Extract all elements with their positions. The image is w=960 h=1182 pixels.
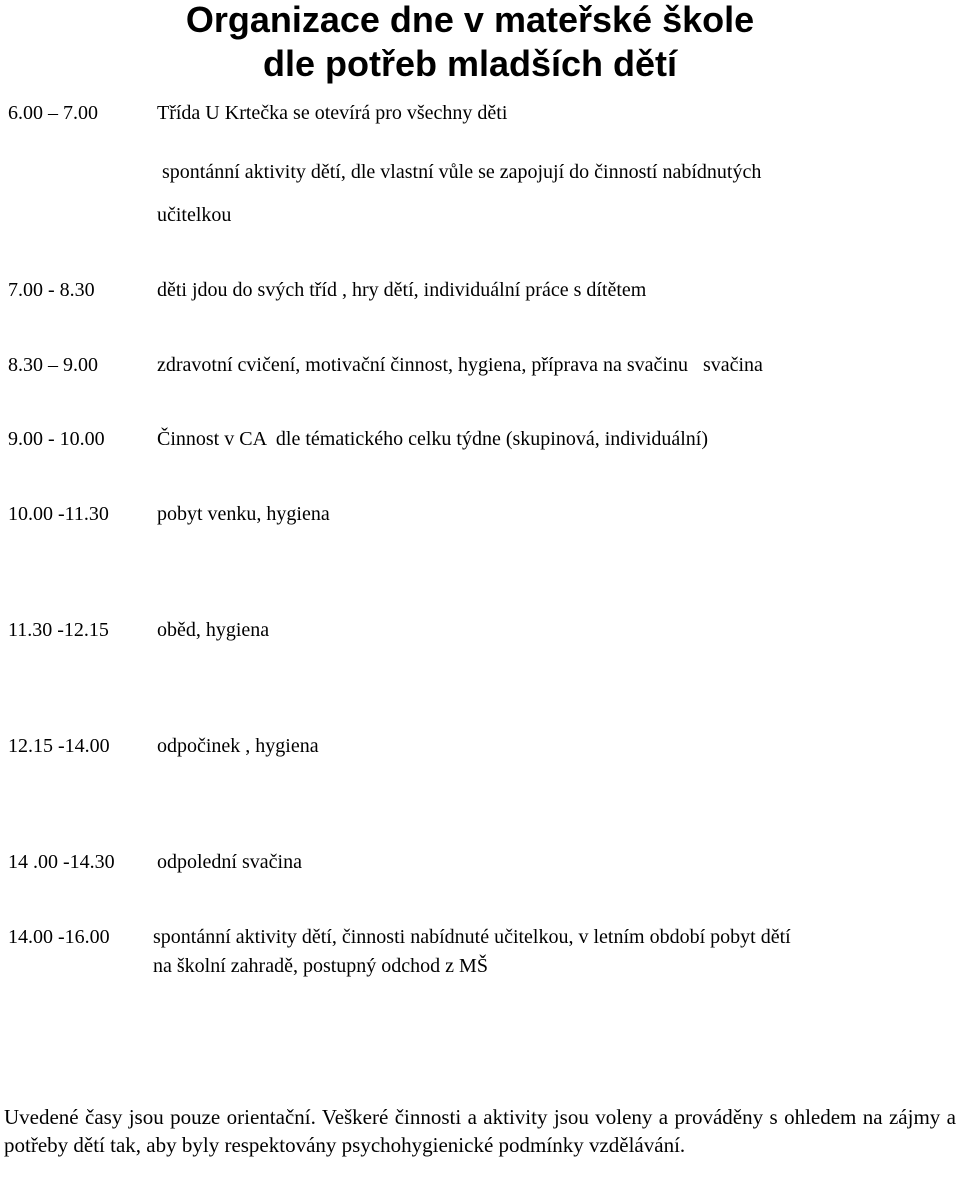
schedule-activity: Činnost v CA dle tématického celku týdne (skupinová, individuální) [157, 428, 709, 450]
schedule-activity: zdravotní cvičení, motivační činnost, hygiena, příprava na svačinu svačina [157, 354, 763, 376]
schedule-time: 12.15 -14.00 [8, 735, 110, 757]
schedule-activity: odpočinek , hygiena [157, 735, 319, 757]
schedule-activity: spontánní aktivity dětí, dle vlastní vůle se zapojují do činností nabídnutých [162, 161, 762, 183]
schedule-activity: učitelkou [157, 204, 232, 226]
schedule-time: 7.00 - 8.30 [8, 279, 95, 301]
schedule-activity: oběd, hygiena [157, 619, 270, 641]
schedule-time: 9.00 - 10.00 [8, 428, 105, 450]
title-line-2: dle potřeb mladších dětí [262, 43, 678, 84]
schedule-activity: spontánní aktivity dětí, činnosti nabídnuté učitelkou, v letním období pobyt dětí [153, 926, 791, 948]
schedule-time: 8.30 – 9.00 [8, 354, 98, 376]
schedule-activity: Třída U Krtečka se otevírá pro všechny děti [157, 102, 508, 124]
schedule-time: 6.00 – 7.00 [8, 102, 98, 124]
schedule-activity: děti jdou do svých tříd , hry dětí, individuální práce s dítětem [157, 279, 647, 301]
schedule-time: 14 .00 -14.30 [8, 851, 115, 873]
schedule-time: 11.30 -12.15 [8, 619, 109, 641]
schedule-time: 14.00 -16.00 [8, 926, 110, 948]
schedule-activity: pobyt venku, hygiena [157, 503, 330, 525]
schedule-time: 10.00 -11.30 [8, 503, 109, 525]
footnote: Uvedené časy jsou pouze orientační. Veškeré činnosti a aktivity jsou voleny a prováděny s ohledem na zájmy a potřeby dětí tak, aby byly respektovány psychohygienické podmínky vzdělávání. [4, 1105, 956, 1157]
schedule-activity: odpolední svačina [157, 851, 302, 873]
title-line-1: Organizace dne v mateřské škole [185, 0, 755, 40]
schedule-activity: na školní zahradě, postupný odchod z MŠ [153, 955, 488, 977]
